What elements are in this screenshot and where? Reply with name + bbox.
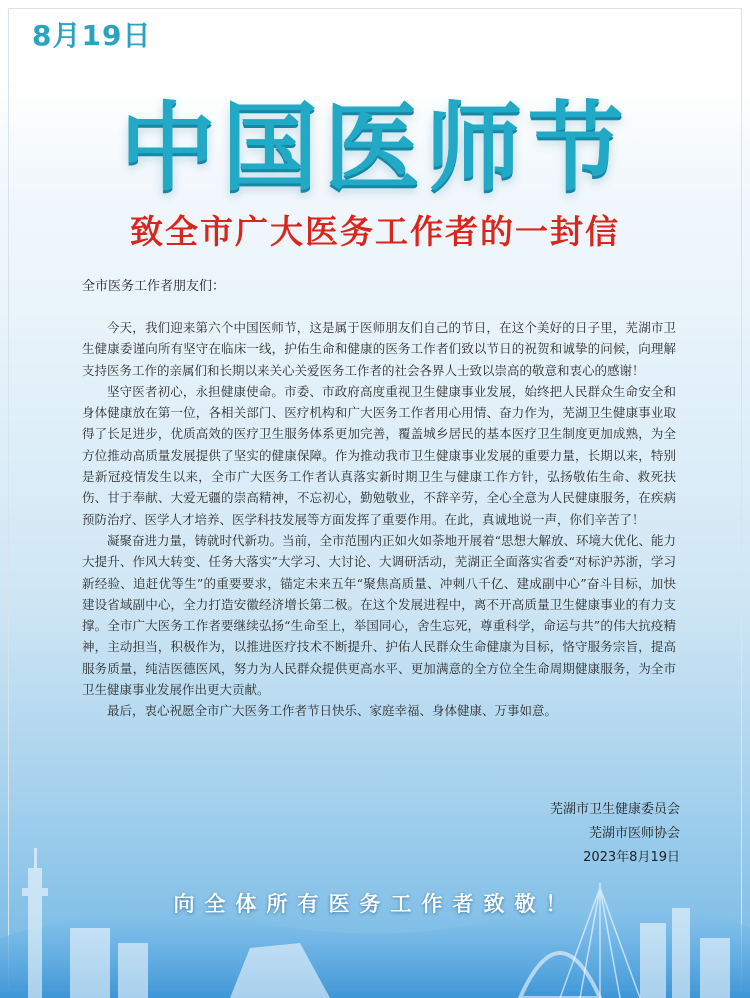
signature-date: 2023年8月19日 bbox=[583, 850, 680, 865]
signature-org-health-commission: 芜湖市卫生健康委员会 bbox=[549, 802, 680, 817]
paragraph: 坚守医者初心，永担健康使命。市委、市政府高度重视卫生健康事业发展，始终把人民群众生命安全和身体健康放在第一位，各相关部门、医疗机构和广大医务工作者用心用情、奋力作为，芜湖卫生健康事业取得了长足进步，优质高效的医疗卫生服务体系更加完善，覆盖城乡居民的基本医疗卫生制度更加成熟，为全方位推动高质量发展提供了坚实的健康保障。作为推动我市卫生健康事业发展的重要力量，长期以来，特别是新冠疫情发生以来，全市广大医务工作者认真落实新时期卫生与健康工作方针，弘扬敬佑生命、救死扶伤、甘于奉献、大爱无疆的崇高精神，不忘初心，勤勉敬业，不辞辛劳，全心全意为人民健康服务，在疾病预防治疗、医学人才培养、医学科技发展等方面发挥了重要作用。在此，真诚地说一声，你们辛苦了！ bbox=[82, 383, 676, 527]
signature-org-physicians-association: 芜湖市医师协会 bbox=[588, 826, 680, 841]
salutation: 全市医务工作者朋友们： bbox=[82, 279, 226, 294]
paragraph: 最后，衷心祝愿全市广大医务工作者节日快乐、家庭幸福、身体健康、万事如意。 bbox=[107, 703, 558, 719]
paragraph: 凝聚奋进力量，铸就时代新功。当前，全市范围内正如火如荼地开展着“思想大解放、环境大优化、能力大提升、作风大转变、任务大落实”大学习、大讨论、大调研活动，芜湖正全面落实省委“对标沪苏浙，学习新经验、追赶优等生”的重要要求，锚定未来五年“聚焦高质量、冲刺八千亿、建成副中心”奋斗目标，加快建设省域副中心，全力打造安徽经济增长第二极。在这个发展进程中，离不开高质量卫生健康事业的有力支撑。全市广大医务工作者要继续弘扬“生命至上，举国同心，舍生忘死，尊重科学，命运与共”的伟大抗疫精神，主动担当，积极作为，以推进医疗技术不断提升、护佑人民群众生命健康为目标，恪守服务宗旨，提高服务质量，纯洁医德医风，努力为人民群众提供更高水平、更加满意的全方位全生命周期健康服务，为全市卫生健康事业发展作出更大贡献。 bbox=[82, 532, 676, 698]
letter-title: 致全市广大医务工作者的一封信 bbox=[130, 212, 620, 251]
festival-title: 中国医师节 bbox=[120, 92, 630, 204]
letter-body bbox=[82, 317, 676, 722]
tribute-banner: 向全体所有医务工作者致敬！ bbox=[173, 892, 577, 916]
date-badge: 8月19日 bbox=[32, 19, 152, 52]
paragraph: 今天，我们迎来第六个中国医师节，这是属于医师朋友们自己的节日，在这个美好的日子里，芜湖市卫生健康委谨向所有坚守在临床一线，护佑生命和健康的医务工作者们致以节日的祝贺和诚挚的问候，向理解支持医务工作的亲属们和长期以来关心关爱医务工作者的社会各界人士致以崇高的敬意和衷心的感谢！ bbox=[82, 320, 676, 378]
